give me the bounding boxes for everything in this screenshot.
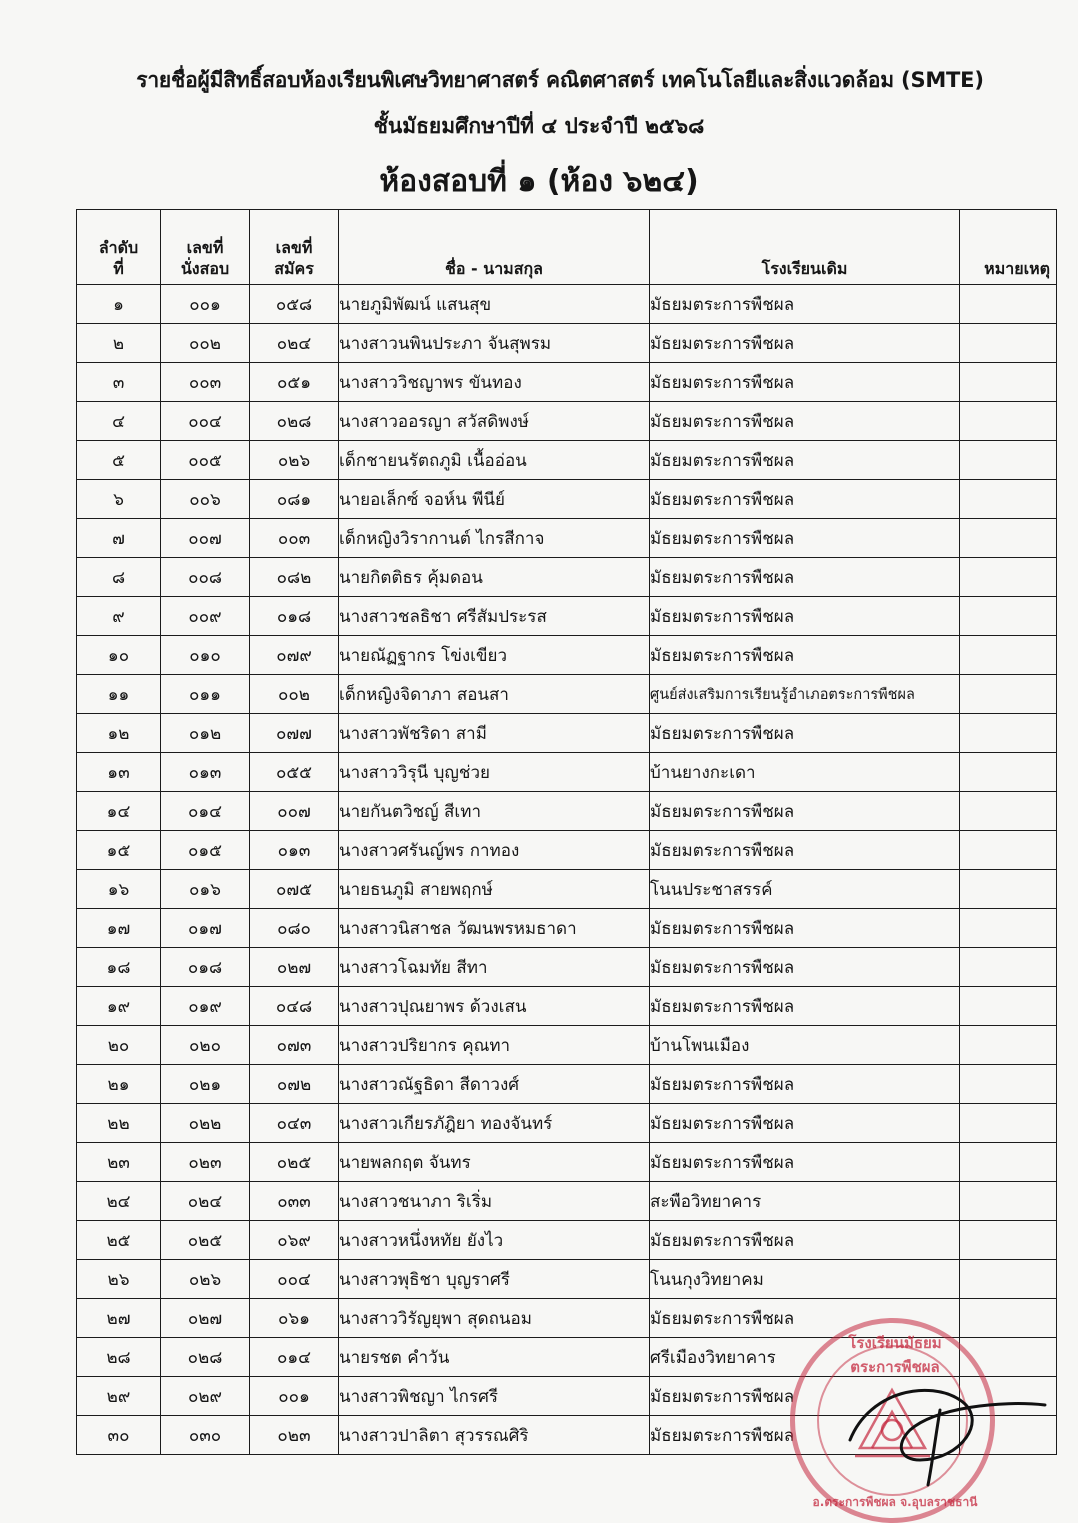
cell-name: นางสาวโฉมทัย สีทา <box>339 948 650 987</box>
cell-order: ๑๓ <box>77 753 161 792</box>
cell-seat-number: ๐๑๙ <box>161 987 250 1026</box>
cell-application-number: ๐๐๓ <box>250 519 339 558</box>
cell-name: นายรชต คำวัน <box>339 1338 650 1377</box>
cell-seat-number: ๐๐๖ <box>161 480 250 519</box>
cell-remark <box>960 1338 1057 1377</box>
cell-remark <box>960 441 1057 480</box>
table-row <box>77 402 1057 441</box>
cell-remark <box>960 597 1057 636</box>
cell-order: ๒๓ <box>77 1143 161 1182</box>
cell-school: มัธยมตระการพืชผล <box>650 948 960 987</box>
cell-remark <box>960 1065 1057 1104</box>
cell-remark <box>960 1104 1057 1143</box>
header-school: โรงเรียนเดิม <box>650 210 960 285</box>
table-header-row <box>77 210 1057 285</box>
cell-remark <box>960 363 1057 402</box>
cell-remark <box>960 285 1057 324</box>
cell-school: มัธยมตระการพืชผล <box>650 1065 960 1104</box>
cell-name: เด็กหญิงวิรากานต์ ไกรสีกาจ <box>339 519 650 558</box>
cell-school: มัธยมตระการพืชผล <box>650 519 960 558</box>
cell-remark <box>960 1182 1057 1221</box>
cell-remark <box>960 987 1057 1026</box>
cell-seat-number: ๐๒๐ <box>161 1026 250 1065</box>
cell-application-number: ๐๐๑ <box>250 1377 339 1416</box>
table-row <box>77 1143 1057 1182</box>
cell-name: นายณัฏฐากร โข่งเขียว <box>339 636 650 675</box>
table-row <box>77 792 1057 831</box>
cell-order: ๒ <box>77 324 161 363</box>
cell-remark <box>960 1377 1057 1416</box>
cell-order: ๒๔ <box>77 1182 161 1221</box>
cell-remark <box>960 792 1057 831</box>
table-row <box>77 519 1057 558</box>
cell-remark <box>960 753 1057 792</box>
cell-remark <box>960 1299 1057 1338</box>
cell-remark <box>960 948 1057 987</box>
table-row <box>77 1338 1057 1377</box>
cell-school: มัธยมตระการพืชผล <box>650 636 960 675</box>
cell-school: มัธยมตระการพืชผล <box>650 324 960 363</box>
cell-order: ๑๐ <box>77 636 161 675</box>
cell-seat-number: ๐๑๓ <box>161 753 250 792</box>
cell-name: นายพลกฤต จันทร <box>339 1143 650 1182</box>
header-application-number: เลขที่ สมัคร <box>250 210 339 285</box>
cell-school: สะพือวิทยาคาร <box>650 1182 960 1221</box>
cell-seat-number: ๐๒๓ <box>161 1143 250 1182</box>
cell-seat-number: ๐๓๐ <box>161 1416 250 1455</box>
cell-name: นางสาวณัฐธิดา สีดาวงศ์ <box>339 1065 650 1104</box>
cell-school: มัธยมตระการพืชผล <box>650 1143 960 1182</box>
cell-order: ๑๗ <box>77 909 161 948</box>
cell-seat-number: ๐๐๒ <box>161 324 250 363</box>
cell-application-number: ๐๗๙ <box>250 636 339 675</box>
cell-application-number: ๐๑๓ <box>250 831 339 870</box>
table-row <box>77 1221 1057 1260</box>
cell-order: ๙ <box>77 597 161 636</box>
cell-name: นางสาวปริยากร คุณทา <box>339 1026 650 1065</box>
cell-school: มัธยมตระการพืชผล <box>650 1221 960 1260</box>
cell-application-number: ๐๔๘ <box>250 987 339 1026</box>
cell-application-number: ๐๘๐ <box>250 909 339 948</box>
cell-school: บ้านโพนเมือง <box>650 1026 960 1065</box>
cell-name: นายธนภูมิ สายพฤกษ์ <box>339 870 650 909</box>
cell-school: มัธยมตระการพืชผล <box>650 363 960 402</box>
cell-school: มัธยมตระการพืชผล <box>650 987 960 1026</box>
cell-application-number: ๐๕๑ <box>250 363 339 402</box>
cell-name: นางสาวพัชริดา สามี <box>339 714 650 753</box>
table-row <box>77 831 1057 870</box>
table-row <box>77 987 1057 1026</box>
cell-seat-number: ๐๑๖ <box>161 870 250 909</box>
cell-remark <box>960 675 1057 714</box>
cell-name: นางสาวหนึ่งหทัย ยังไว <box>339 1221 650 1260</box>
cell-name: นางสาวปาลิตา สุวรรณศิริ <box>339 1416 650 1455</box>
cell-name: นางสาวนพินประภา จันสุพรม <box>339 324 650 363</box>
cell-seat-number: ๐๒๔ <box>161 1182 250 1221</box>
cell-name: นางสาววิรุนี บุญช่วย <box>339 753 650 792</box>
cell-remark <box>960 519 1057 558</box>
cell-school: มัธยมตระการพืชผล <box>650 1299 960 1338</box>
cell-remark <box>960 402 1057 441</box>
cell-order: ๓๐ <box>77 1416 161 1455</box>
table-row <box>77 558 1057 597</box>
cell-application-number: ๐๕๘ <box>250 285 339 324</box>
table-row <box>77 714 1057 753</box>
document-title: รายชื่อผู้มีสิทธิ์สอบห้องเรียนพิเศษวิทยาศาสตร์ คณิตศาสตร์ เทคโนโลยีและสิ่งแวดล้อม (SMTE) <box>136 68 984 92</box>
cell-application-number: ๐๒๗ <box>250 948 339 987</box>
cell-name: นายอเล็กซ์ จอห์น พีนีย์ <box>339 480 650 519</box>
cell-order: ๑๘ <box>77 948 161 987</box>
cell-name: เด็กชายนรัตถภูมิ เนื้ออ่อน <box>339 441 650 480</box>
cell-school: มัธยมตระการพืชผล <box>650 831 960 870</box>
cell-application-number: ๐๓๓ <box>250 1182 339 1221</box>
cell-name: นางสาวนิสาชล วัฒนพรหมธาดา <box>339 909 650 948</box>
cell-name: เด็กหญิงจิดาภา สอนสา <box>339 675 650 714</box>
cell-application-number: ๐๗๓ <box>250 1026 339 1065</box>
cell-order: ๒๒ <box>77 1104 161 1143</box>
cell-remark <box>960 1416 1057 1455</box>
cell-seat-number: ๐๑๔ <box>161 792 250 831</box>
cell-application-number: ๐๘๑ <box>250 480 339 519</box>
cell-school: มัธยมตระการพืชผล <box>650 558 960 597</box>
table-row <box>77 1182 1057 1221</box>
cell-order: ๓ <box>77 363 161 402</box>
cell-application-number: ๐๒๓ <box>250 1416 339 1455</box>
cell-name: นางสาวศรันญ์พร กาทอง <box>339 831 650 870</box>
cell-school: มัธยมตระการพืชผล <box>650 714 960 753</box>
cell-order: ๔ <box>77 402 161 441</box>
cell-order: ๗ <box>77 519 161 558</box>
cell-seat-number: ๐๑๗ <box>161 909 250 948</box>
table-row <box>77 480 1057 519</box>
cell-name: นายกันตวิชญ์ สีเทา <box>339 792 650 831</box>
cell-order: ๑๖ <box>77 870 161 909</box>
cell-application-number: ๐๐๔ <box>250 1260 339 1299</box>
header-name: ชื่อ - นามสกุล <box>339 210 650 285</box>
cell-application-number: ๐๗๗ <box>250 714 339 753</box>
cell-remark <box>960 1143 1057 1182</box>
cell-name: นายกิตติธร คุ้มดอน <box>339 558 650 597</box>
cell-remark <box>960 1260 1057 1299</box>
cell-school: มัธยมตระการพืชผล <box>650 597 960 636</box>
header-seat-number: เลขที่ นั่งสอบ <box>161 210 250 285</box>
cell-order: ๖ <box>77 480 161 519</box>
cell-school: มัธยมตระการพืชผล <box>650 792 960 831</box>
cell-name: นางสาวออรญา สวัสดิพงษ์ <box>339 402 650 441</box>
cell-application-number: ๐๗๕ <box>250 870 339 909</box>
seal-text-bottom: อ.ตระการพืชผล จ.อุบลราชธานี <box>812 1495 978 1509</box>
cell-school: มัธยมตระการพืชผล <box>650 285 960 324</box>
cell-order: ๒๖ <box>77 1260 161 1299</box>
cell-school: มัธยมตระการพืชผล <box>650 1416 960 1455</box>
cell-application-number: ๐๖๑ <box>250 1299 339 1338</box>
cell-remark <box>960 1026 1057 1065</box>
cell-order: ๑ <box>77 285 161 324</box>
table-row <box>77 1260 1057 1299</box>
cell-name: นางสาวชนาภา ริเริ่ม <box>339 1182 650 1221</box>
table-row <box>77 441 1057 480</box>
table-row <box>77 1416 1057 1455</box>
cell-application-number: ๐๒๘ <box>250 402 339 441</box>
table-row <box>77 363 1057 402</box>
candidate-table <box>76 209 1057 1455</box>
cell-application-number: ๐๒๕ <box>250 1143 339 1182</box>
cell-application-number: ๐๔๓ <box>250 1104 339 1143</box>
cell-application-number: ๐๕๕ <box>250 753 339 792</box>
cell-remark <box>960 831 1057 870</box>
cell-seat-number: ๐๐๓ <box>161 363 250 402</box>
cell-order: ๒๗ <box>77 1299 161 1338</box>
cell-school: ศูนย์ส่งเสริมการเรียนรู้อำเภอตระการพืชผล <box>650 675 960 714</box>
exam-room-title: ห้องสอบที่ ๑ (ห้อง ๖๒๔) <box>379 164 699 199</box>
table-row <box>77 753 1057 792</box>
cell-name: นางสาวพิชญา ไกรศรี <box>339 1377 650 1416</box>
cell-school: ศรีเมืองวิทยาคาร <box>650 1338 960 1377</box>
cell-order: ๕ <box>77 441 161 480</box>
header-remark: หมายเหตุ <box>960 210 1057 285</box>
cell-seat-number: ๐๑๕ <box>161 831 250 870</box>
cell-remark <box>960 636 1057 675</box>
cell-order: ๘ <box>77 558 161 597</box>
cell-remark <box>960 909 1057 948</box>
seal-text-top: โรงเรียนมัธยมตระการพืชผล <box>848 1334 942 1376</box>
cell-remark <box>960 870 1057 909</box>
cell-remark <box>960 558 1057 597</box>
document-subtitle: ชั้นมัธยมศึกษาปีที่ ๔ ประจำปี ๒๕๖๘ <box>373 114 705 138</box>
table-row <box>77 1104 1057 1143</box>
table-row <box>77 1026 1057 1065</box>
cell-seat-number: ๐๒๒ <box>161 1104 250 1143</box>
table-row <box>77 870 1057 909</box>
table-row <box>77 636 1057 675</box>
cell-seat-number: ๐๒๙ <box>161 1377 250 1416</box>
cell-name: นางสาวชลธิชา ศรีสัมประรส <box>339 597 650 636</box>
cell-seat-number: ๐๐๔ <box>161 402 250 441</box>
cell-order: ๑๑ <box>77 675 161 714</box>
cell-school: มัธยมตระการพืชผล <box>650 480 960 519</box>
cell-order: ๒๘ <box>77 1338 161 1377</box>
cell-seat-number: ๐๒๘ <box>161 1338 250 1377</box>
cell-order: ๒๑ <box>77 1065 161 1104</box>
cell-name: นางสาวพุธิชา บุญราศรี <box>339 1260 650 1299</box>
table-row <box>77 948 1057 987</box>
cell-school: โนนประชาสรรค์ <box>650 870 960 909</box>
cell-seat-number: ๐๑๘ <box>161 948 250 987</box>
cell-school: มัธยมตระการพืชผล <box>650 909 960 948</box>
cell-order: ๒๐ <box>77 1026 161 1065</box>
cell-name: นางสาวปุณยาพร ด้วงเสน <box>339 987 650 1026</box>
table-row <box>77 675 1057 714</box>
header-order: ลำดับ ที่ <box>77 210 161 285</box>
cell-application-number: ๐๑๔ <box>250 1338 339 1377</box>
table-row <box>77 1299 1057 1338</box>
cell-remark <box>960 324 1057 363</box>
cell-order: ๑๒ <box>77 714 161 753</box>
cell-application-number: ๐๖๙ <box>250 1221 339 1260</box>
cell-order: ๒๕ <box>77 1221 161 1260</box>
cell-application-number: ๐๘๒ <box>250 558 339 597</box>
cell-seat-number: ๐๒๑ <box>161 1065 250 1104</box>
cell-seat-number: ๐๐๑ <box>161 285 250 324</box>
table-body <box>77 285 1057 1455</box>
cell-name: นางสาววิรัญยุพา สุดถนอม <box>339 1299 650 1338</box>
cell-school: มัธยมตระการพืชผล <box>650 1377 960 1416</box>
cell-order: ๑๙ <box>77 987 161 1026</box>
table-row <box>77 1065 1057 1104</box>
cell-seat-number: ๐๒๖ <box>161 1260 250 1299</box>
cell-remark <box>960 1221 1057 1260</box>
cell-seat-number: ๐๐๘ <box>161 558 250 597</box>
cell-application-number: ๐๒๖ <box>250 441 339 480</box>
cell-seat-number: ๐๑๒ <box>161 714 250 753</box>
cell-seat-number: ๐๐๙ <box>161 597 250 636</box>
cell-name: นางสาววิชญาพร ขันทอง <box>339 363 650 402</box>
cell-seat-number: ๐๑๐ <box>161 636 250 675</box>
cell-remark <box>960 480 1057 519</box>
cell-seat-number: ๐๑๑ <box>161 675 250 714</box>
table-row <box>77 1377 1057 1416</box>
cell-application-number: ๐๐๗ <box>250 792 339 831</box>
table-row <box>77 909 1057 948</box>
cell-school: มัธยมตระการพืชผล <box>650 441 960 480</box>
table-row <box>77 285 1057 324</box>
cell-application-number: ๐๒๔ <box>250 324 339 363</box>
cell-order: ๑๕ <box>77 831 161 870</box>
cell-name: นางสาวเกียรภัฎิยา ทองจันทร์ <box>339 1104 650 1143</box>
table-row <box>77 597 1057 636</box>
cell-remark <box>960 714 1057 753</box>
cell-seat-number: ๐๐๗ <box>161 519 250 558</box>
cell-order: ๒๙ <box>77 1377 161 1416</box>
cell-school: มัธยมตระการพืชผล <box>650 402 960 441</box>
cell-school: มัธยมตระการพืชผล <box>650 1104 960 1143</box>
cell-application-number: ๐๐๒ <box>250 675 339 714</box>
table-row <box>77 324 1057 363</box>
cell-order: ๑๔ <box>77 792 161 831</box>
cell-application-number: ๐๑๘ <box>250 597 339 636</box>
cell-seat-number: ๐๒๕ <box>161 1221 250 1260</box>
cell-school: โนนกุงวิทยาคม <box>650 1260 960 1299</box>
cell-seat-number: ๐๐๕ <box>161 441 250 480</box>
cell-seat-number: ๐๒๗ <box>161 1299 250 1338</box>
cell-name: นายภูมิพัฒน์ แสนสุข <box>339 285 650 324</box>
cell-school: บ้านยางกะเดา <box>650 753 960 792</box>
cell-application-number: ๐๗๒ <box>250 1065 339 1104</box>
